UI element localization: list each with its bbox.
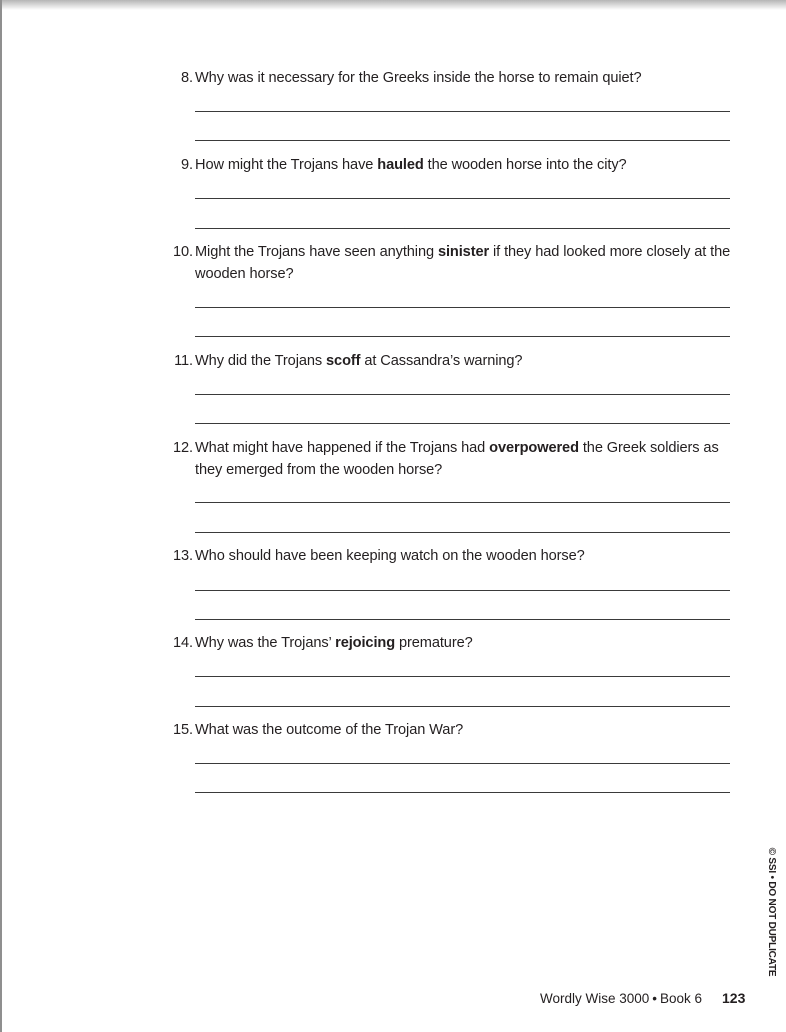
answer-line[interactable] (195, 676, 730, 677)
answer-line[interactable] (195, 792, 730, 793)
page-number: 123 (722, 990, 746, 1006)
answer-line[interactable] (195, 763, 730, 764)
answer-line[interactable] (195, 228, 730, 229)
question-15-text: 15. What was the outcome of the Trojan War? (195, 719, 735, 741)
vocab-word: hauled (377, 157, 424, 173)
answer-line[interactable] (195, 532, 730, 533)
answer-line[interactable] (195, 502, 730, 503)
answer-line[interactable] (195, 307, 730, 308)
answer-line[interactable] (195, 336, 730, 337)
question-number: 9. (181, 157, 193, 173)
question-12-text: 12. What might have happened if the Trojans had overpowered the Greek soldiers as they emerged from the wooden horse? (195, 437, 735, 481)
question-13-text: 13. Who should have been keeping watch on the wooden horse? (195, 545, 735, 567)
footer-separator: • (652, 991, 658, 1006)
copyright-notice: © SSI • DO NOT DUPLICATE (766, 847, 777, 977)
question-number: 13. (173, 548, 193, 564)
page-top-shadow (0, 0, 786, 10)
answer-line[interactable] (195, 706, 730, 707)
answer-line[interactable] (195, 198, 730, 199)
answer-line[interactable] (195, 590, 730, 591)
question-number: 15. (173, 722, 193, 738)
page-footer (540, 990, 702, 1008)
question-number: 10. (173, 244, 193, 260)
question-number: 12. (173, 440, 193, 456)
vocab-word: rejoicing (335, 635, 396, 651)
answer-line[interactable] (195, 423, 730, 424)
question-10-text: 10. Might the Trojans have seen anything sinister if they had looked more closely at the wooden horse? (195, 241, 735, 285)
answer-line[interactable] (195, 394, 730, 395)
answer-line[interactable] (195, 140, 730, 141)
question-9-text: 9. How might the Trojans have hauled the wooden horse into the city? (195, 154, 735, 176)
question-8-text: 8. Why was it necessary for the Greeks inside the horse to remain quiet? (195, 67, 735, 89)
question-14-text: 14. Why was the Trojans’ rejoicing premature? (195, 632, 735, 654)
answer-line[interactable] (195, 111, 730, 112)
vocab-word: overpowered (489, 440, 579, 456)
series-title: Wordly Wise 3000 (540, 991, 650, 1006)
book-title: Book 6 (660, 991, 703, 1006)
question-number: 14. (173, 635, 193, 651)
vocab-word: scoff (326, 353, 361, 369)
question-11-text: 11. Why did the Trojans scoff at Cassandra’s warning? (195, 350, 735, 372)
question-number: 8. (181, 70, 193, 86)
question-number: 11. (174, 353, 193, 369)
page-left-edge (0, 0, 2, 1032)
vocab-word: sinister (437, 244, 490, 260)
answer-line[interactable] (195, 619, 730, 620)
